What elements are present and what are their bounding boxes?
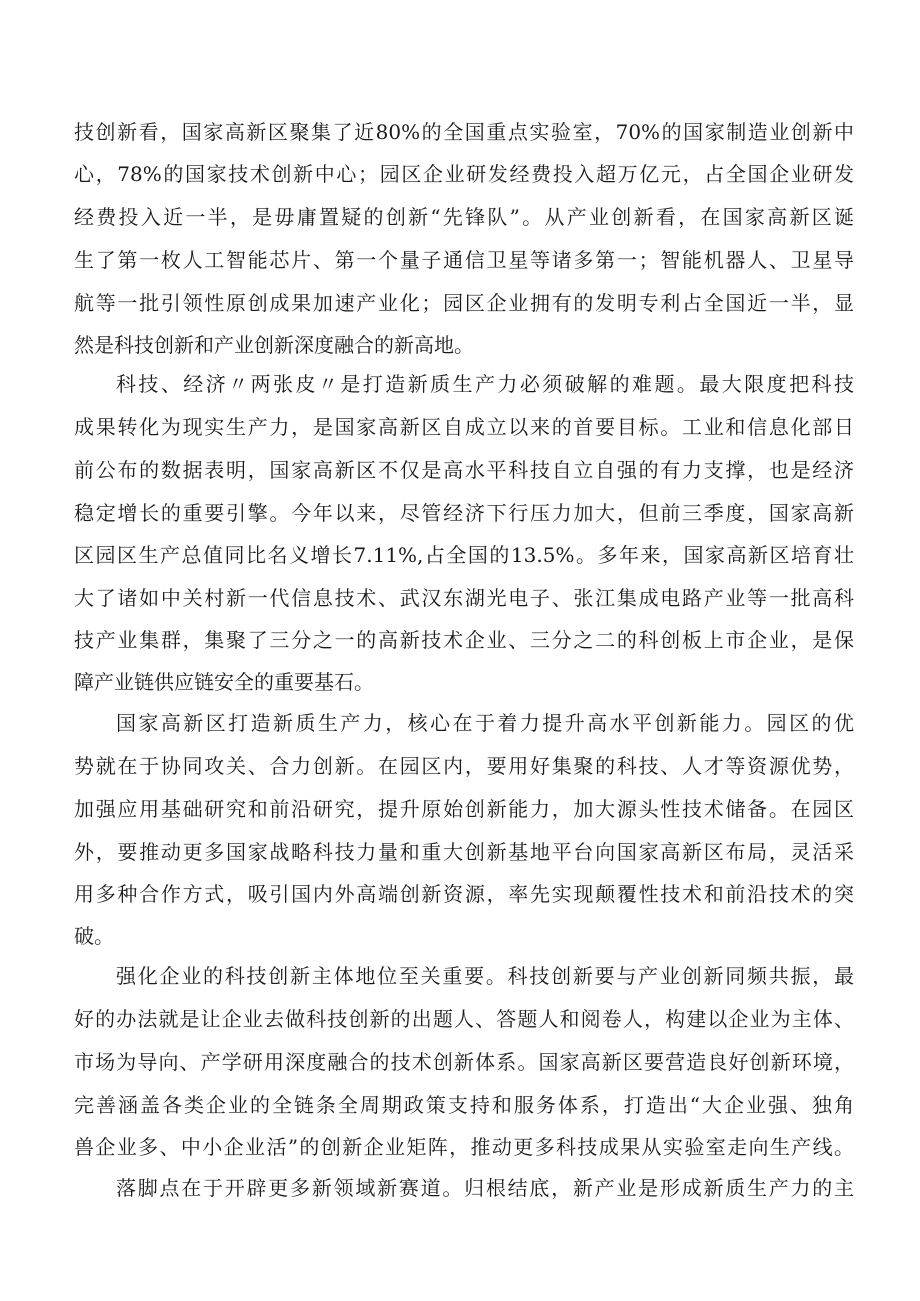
text-line: 心，78%的国家技术创新中心；园区企业研发经费投入超万亿元，占全国企业研发 — [74, 162, 854, 186]
text-line: 技创新看，国家高新区聚集了近80%的全国重点实验室，70%的国家制造业创新中 — [74, 120, 854, 144]
text-line: 区园区生产总值同比名义增长7.11%,占全国的13.5%。多年来，国家高新区培育壮 — [74, 543, 854, 567]
text-line: 兽企业多、中小企业活”的创新企业矩阵，推动更多科技成果从实验室走向生产线。 — [74, 1135, 854, 1159]
text-line: 然是科技创新和产业创新深度融合的新高地。 — [74, 333, 474, 357]
text-line: 势就在于协同攻关、合力创新。在园区内，要用好集聚的科技、人才等资源优势， — [74, 754, 854, 778]
text-line: 稳定增长的重要引擎。今年以来，尽管经济下行压力加大，但前三季度，国家高新 — [74, 501, 854, 525]
text-line: 完善涵盖各类企业的全链条全周期政策支持和服务体系，打造出“大企业强、独角 — [74, 1093, 854, 1117]
text-line: 生了第一枚人工智能芯片、第一个量子通信卫星等诸多第一；智能机器人、卫星导 — [74, 248, 854, 272]
text-line: 破。 — [74, 924, 114, 948]
text-line: 落脚点在于开辟更多新领域新赛道。归根结底，新产业是形成新质生产力的主 — [116, 1176, 854, 1200]
text-line: 加强应用基础研究和前沿研究，提升原始创新能力，加大源头性技术储备。在园区 — [74, 797, 854, 821]
text-line: 市场为导向、产学研用深度融合的技术创新体系。国家高新区要营造良好创新环境， — [74, 1050, 854, 1074]
text-line: 成果转化为现实生产力，是国家高新区自成立以来的首要目标。工业和信息化部日 — [74, 415, 854, 439]
text-line: 经费投入近一半，是毋庸置疑的创新“先锋队”。从产业创新看，在国家高新区诞 — [74, 205, 854, 229]
text-line: 大了诸如中关村新一代信息技术、武汉东湖光电子、张江集成电路产业等一批高科 — [74, 586, 854, 610]
text-line: 障产业链供应链安全的重要基石。 — [74, 670, 374, 694]
text-line: 航等一批引领性原创成果加速产业化；园区企业拥有的发明专利占全国近一半，显 — [74, 291, 854, 315]
text-line: 好的办法就是让企业去做科技创新的出题人、答题人和阅卷人，构建以企业为主体、 — [74, 1007, 854, 1031]
text-line: 强化企业的科技创新主体地位至关重要。科技创新要与产业创新同频共振，最 — [116, 964, 854, 988]
text-line: 技产业集群，集聚了三分之一的高新技术企业、三分之二的科创板上市企业，是保 — [74, 628, 854, 652]
text-line: 用多种合作方式，吸引国内外高端创新资源，率先实现颠覆性技术和前沿技术的突 — [74, 882, 854, 906]
text-line: 科技、经济〃两张皮〃是打造新质生产力必须破解的难题。最大限度把科技 — [116, 372, 854, 396]
text-line: 外，要推动更多国家战略科技力量和重大创新基地平台向国家高新区布局，灵活采 — [74, 840, 854, 864]
text-line: 国家高新区打造新质生产力，核心在于着力提升高水平创新能力。园区的优 — [116, 711, 854, 735]
text-line: 前公布的数据表明，国家高新区不仅是高水平科技自立自强的有力支撑，也是经济 — [74, 458, 854, 482]
